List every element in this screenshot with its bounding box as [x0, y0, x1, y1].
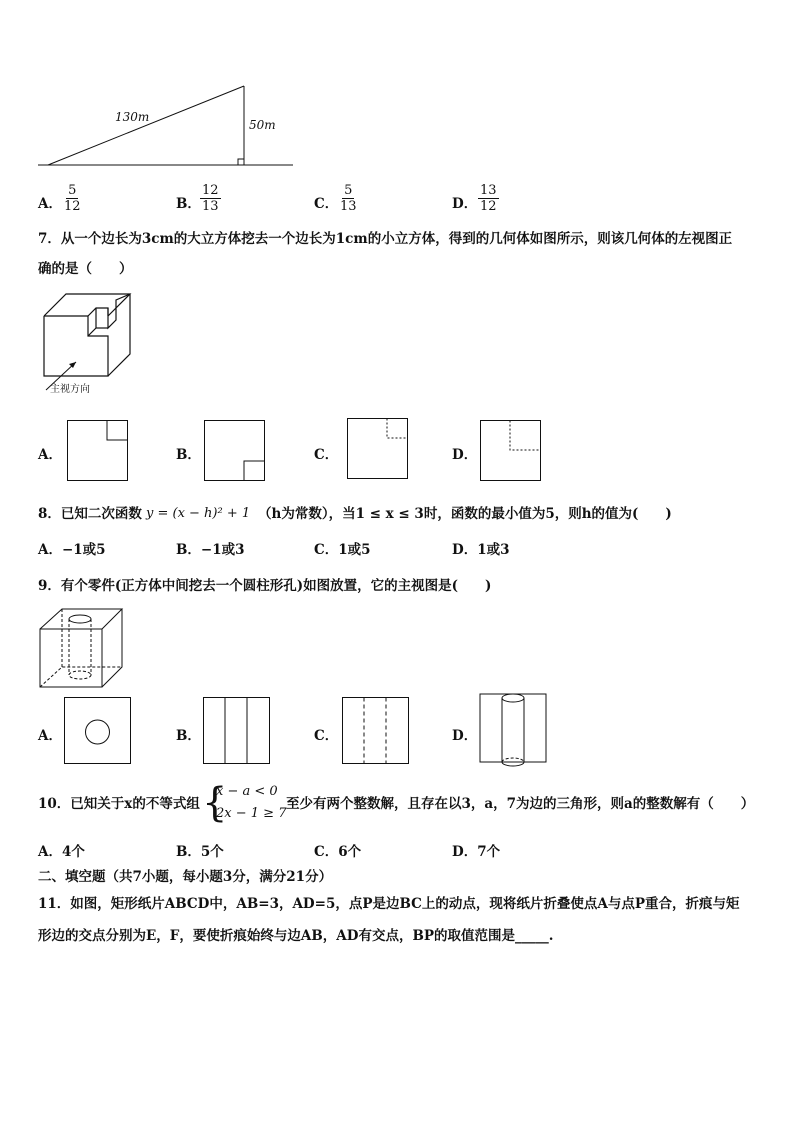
q9-option-d-letter[interactable]: D． [452, 728, 478, 744]
q9-option-c-letter[interactable]: C． [314, 728, 339, 744]
q9-option-c-view[interactable] [342, 697, 410, 765]
q10-option-a[interactable]: A．4个 [38, 844, 85, 860]
q9-option-d-view[interactable] [478, 692, 548, 768]
q6-leg-label: 50m [249, 118, 276, 132]
q10-system-brace: { [202, 780, 228, 826]
q8-option-a[interactable]: A．−1或5 [38, 542, 106, 558]
q7-option-a-square[interactable] [67, 420, 129, 482]
q7-option-a-letter[interactable]: A． [38, 447, 62, 463]
q8-option-d[interactable]: D．1或3 [452, 542, 510, 558]
q9-stem: 9．有个零件(正方体中间挖去一个圆柱形孔)如图放置，它的主视图是( ) [38, 578, 492, 594]
q9-option-b-letter[interactable]: B． [176, 728, 201, 744]
q6-option-d-letter[interactable]: D． [452, 196, 478, 212]
q7-option-b-letter[interactable]: B． [176, 447, 201, 463]
q6-option-b-letter[interactable]: B． [176, 196, 201, 212]
q8-stem-rest: （h为常数），当1 ≤ x ≤ 3时，函数的最小值为5，则h的值为( ) [258, 506, 672, 522]
q10-option-d[interactable]: D．7个 [452, 844, 501, 860]
q6-option-c-letter[interactable]: C． [314, 196, 339, 212]
q10-stem-suffix: 至少有两个整数解，且存在以3，a，7为边的三角形，则a的整数解有（ ） [286, 796, 755, 812]
q7-option-d-letter[interactable]: D． [452, 447, 478, 463]
q7-view-direction-label: 主视方向 [50, 384, 90, 395]
q10-option-c[interactable]: C．6个 [314, 844, 362, 860]
section2-heading: 二、填空题（共7小题，每小题3分，满分21分） [38, 869, 333, 885]
q6-hypotenuse-label: 130m [115, 110, 150, 124]
q8-stem-prefix: 8．已知二次函数 [38, 506, 142, 522]
q10-inequality-2: 2x − 1 ≥ 7 [216, 806, 287, 821]
q8-option-c[interactable]: C．1或5 [314, 542, 371, 558]
q9-option-a-letter[interactable]: A． [38, 728, 62, 744]
q11-stem-line2: 形边的交点分别为E，F，要使折痕始终与边AB，AD有交点，BP的取值范围是_____. [38, 928, 554, 944]
q7-option-c-letter[interactable]: C． [314, 447, 339, 463]
q6-option-b-fraction: $\frac{12}{13}$ [202, 183, 219, 214]
q8-formula: y = (x − h)² + 1 [146, 506, 251, 521]
q7-option-c-square[interactable] [347, 418, 409, 480]
q9-option-b-view[interactable] [203, 697, 271, 765]
q9-cube-with-cylinder-figure [38, 607, 128, 691]
q7-stem-line1: 7．从一个边长为3cm的大立方体挖去一个边长为1cm的小立方体，得到的几何体如图所示，则该几何体的左视图正 [38, 231, 733, 247]
q6-option-a-letter[interactable]: A． [38, 196, 62, 212]
q7-option-b-square[interactable] [204, 420, 266, 482]
q10-inequality-1: x − a < 0 [216, 784, 278, 799]
q7-option-d-square[interactable] [480, 420, 542, 482]
q10-stem-prefix: 10．已知关于x的不等式组 [38, 796, 200, 812]
q10-option-b[interactable]: B．5个 [176, 844, 224, 860]
q6-option-d-fraction: $\frac{13}{12}$ [480, 183, 497, 214]
q6-option-a-fraction: $\frac{5}{12}$ [64, 183, 81, 214]
q6-option-c-fraction: $\frac{5}{13}$ [340, 183, 357, 214]
q8-option-b[interactable]: B．−1或3 [176, 542, 245, 558]
q11-stem-line1: 11．如图，矩形纸片ABCD中，AB=3，AD=5，点P是边BC上的动点，现将纸片折叠使点A与点P重合，折痕与矩 [38, 896, 740, 912]
q7-stem-line2: 确的是（ ） [38, 261, 133, 277]
q9-option-a-view[interactable] [64, 697, 132, 765]
